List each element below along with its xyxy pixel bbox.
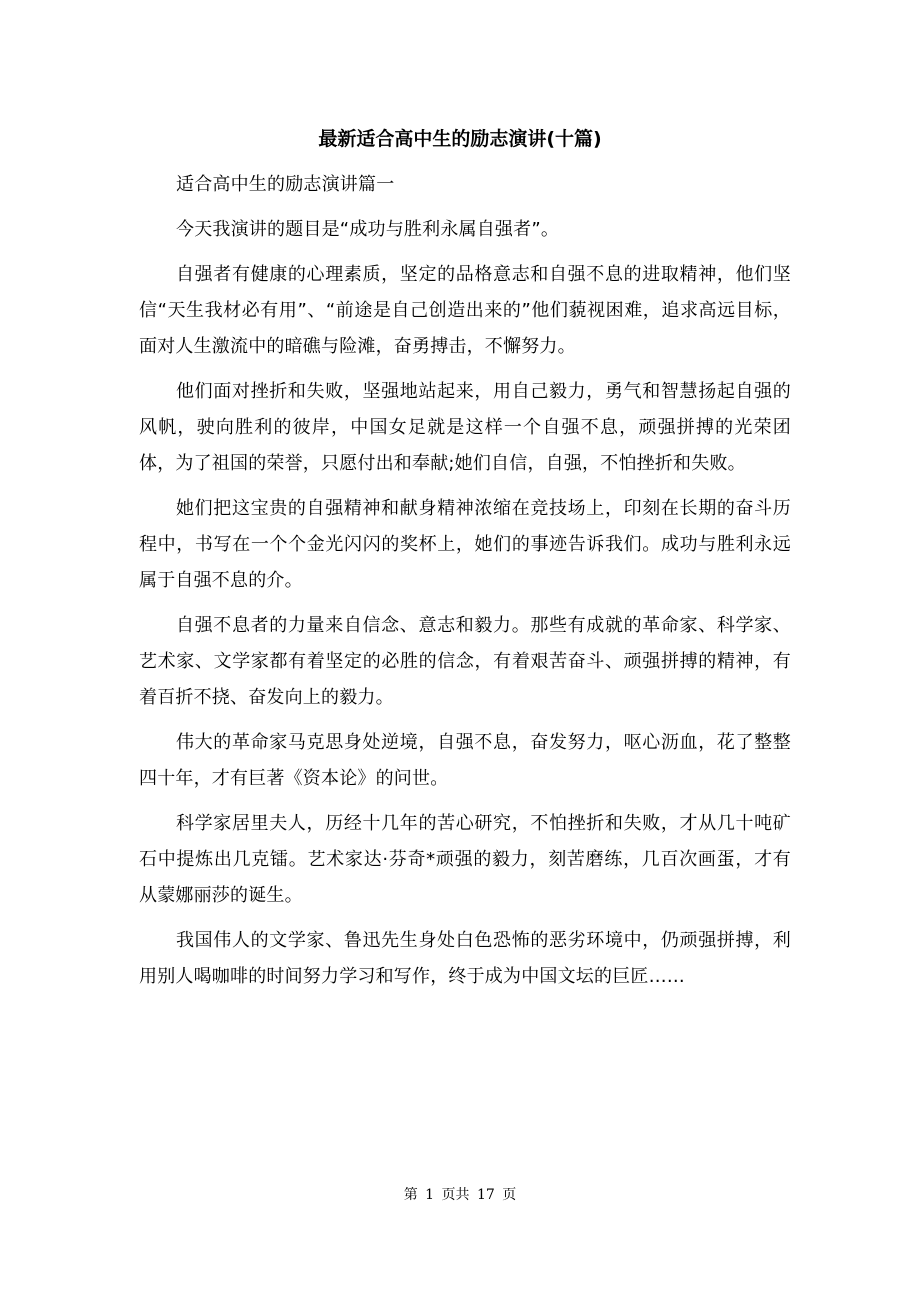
paragraph: 自强不息者的力量来自信念、意志和毅力。那些有成就的革命家、科学家、艺术家、文学家都有着坚定的必胜的信念，有着艰苦奋斗、顽强拼搏的精神，有着百折不挠、奋发向上的毅力。 bbox=[139, 615, 791, 708]
paragraph: 他们面对挫折和失败，坚强地站起来，用自己毅力，勇气和智慧扬起自强的风帆，驶向胜利的彼岸，中国女足就是这样一个自强不息，顽强拼搏的光荣团体，为了祖国的荣誉，只愿付出和奉献;她们自信，自强，不怕挫折和失败。 bbox=[139, 381, 791, 474]
document-body bbox=[139, 167, 791, 1004]
paragraph-heading: 适合高中生的励志演讲篇一 bbox=[176, 174, 395, 195]
paragraph: 我国伟人的文学家、鲁迅先生身处白色恐怖的恶劣环境中，仍顽强拼搏，利用别人喝咖啡的时间努力学习和写作，终于成为中国文坛的巨匠…… bbox=[139, 930, 791, 987]
document-title: 最新适合高中生的励志演讲(十篇) bbox=[318, 128, 602, 150]
paragraph: 自强者有健康的心理素质，坚定的品格意志和自强不息的进取精神，他们坚信“天生我材必有用”、“前途是自己创造出来的”他们藐视困难，追求高远目标，面对人生激流中的暗礁与险滩，奋勇搏击，不懈努力。 bbox=[139, 264, 791, 357]
paragraph: 今天我演讲的题目是“成功与胜利永属自强者”。 bbox=[176, 219, 560, 240]
paragraph: 伟大的革命家马克思身处逆境，自强不息，奋发努力，呕心沥血，花了整整四十年，才有巨著《资本论》的问世。 bbox=[139, 732, 791, 789]
page-number-footer: 第 1 页共 17 页 bbox=[403, 1187, 517, 1203]
paragraph: 科学家居里夫人，历经十几年的苦心研究，不怕挫折和失败，才从几十吨矿石中提炼出几克镭。艺术家达·芬奇*顽强的毅力，刻苦磨练，几百次画蛋，才有从蒙娜丽莎的诞生。 bbox=[139, 813, 791, 906]
paragraph: 她们把这宝贵的自强精神和献身精神浓缩在竞技场上，印刻在长期的奋斗历程中，书写在一个个金光闪闪的奖杯上，她们的事迹告诉我们。成功与胜利永远属于自强不息的介。 bbox=[139, 498, 791, 591]
